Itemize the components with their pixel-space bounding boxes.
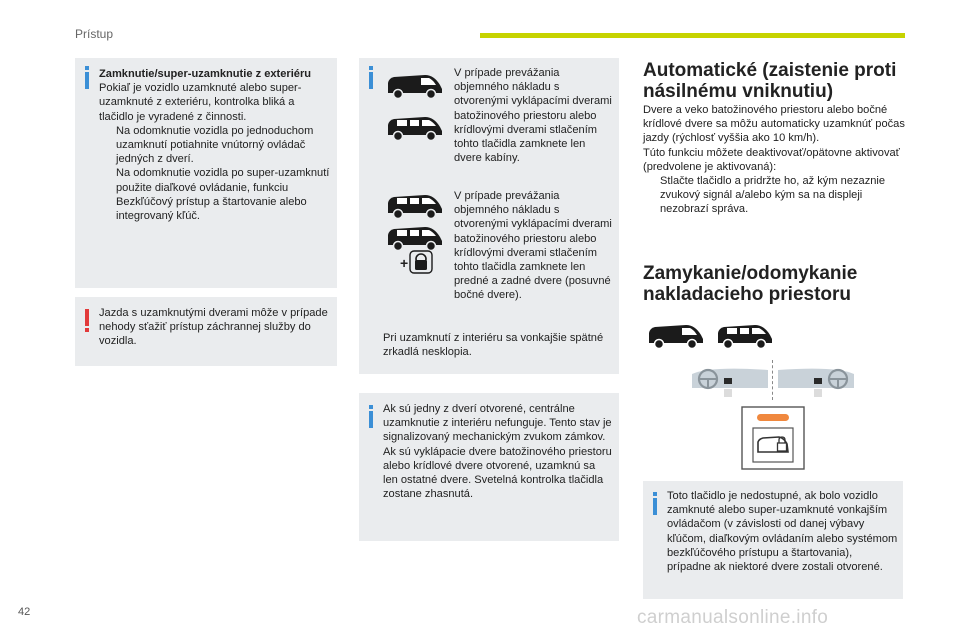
info-box-cargo — [359, 58, 619, 374]
section-accent-bar — [480, 33, 905, 38]
box-text: Pokiaľ je vozidlo uzamknuté alebo super-uzamknuté z exteriéru, kontrolka bliká a tlačidlo je vyradené z činnosti. — [99, 82, 302, 123]
paragraph: Dvere a veko batožinového priestoru alebo bočné krídlové dvere sa môžu automaticky uzamknúť počas jazdy (rýchlosť vyššia ako 10 km/h). — [643, 104, 905, 145]
list-item: Stlačte tlačidlo a pridržte ho, až kým nezaznie zvukový signál a/alebo kým sa na displeji nezobrazí správa. — [660, 175, 886, 216]
box-text: Toto tlačidlo je nedostupné, ak bolo vozidlo zamknuté alebo super-uzamknuté vonkajším ovládačom (v závislosti od danej výbavy kľúčom, diaľkovým ovládaním alebo systémom bezkľúčového prístupu a štartovania), prípadne ak niektoré dvere zostali otvorené. — [667, 490, 898, 574]
van-icon — [385, 114, 445, 142]
heading-cargo-lock: Zamykanie/odomykanie nakladacieho priestoru — [643, 263, 858, 305]
box-text: Ak sú jedny z dverí otvorené, centrálne uzamknutie z interiéru nefunguje. Tento stav je signalizovaný mechanickým zvukom zámkov. — [383, 403, 612, 444]
info-icon — [369, 66, 373, 89]
info-icon — [85, 66, 89, 89]
box-text: Pri uzamknutí z interiéru sa vonkajšie spätné zrkadlá nesklopia. — [383, 332, 604, 359]
section-header: Prístup — [75, 27, 114, 41]
van-icon — [385, 224, 445, 252]
dashboard-right-hand-drive-illustration — [776, 364, 856, 400]
info-box-open-doors — [359, 393, 619, 541]
warning-icon — [85, 309, 89, 334]
door-lock-icon — [409, 250, 433, 274]
watermark: carmanualsonline.info — [637, 607, 829, 628]
list-item: Na odomknutie vozidla po super-uzamknutí použite diaľkové ovládanie, funkciu Bezkľúčový prístup a štartovanie alebo integrovaný kľúč. — [116, 167, 330, 223]
dashboard-left-hand-drive-illustration — [690, 364, 770, 400]
van-icon — [712, 322, 778, 350]
warning-box-rescue — [75, 297, 337, 366]
box-title: Zamknutie/super-uzamknutie z exteriéru — [99, 68, 312, 80]
box-text: Jazda s uzamknutými dverami môže v prípade nehody sťažiť prístup záchrannej služby do vozidla. — [99, 307, 328, 348]
info-icon — [653, 492, 657, 515]
info-icon — [369, 405, 373, 428]
box-text: Ak sú vyklápacie dvere batožinového priestoru alebo krídlové dvere otvorené, uzamknú sa len ostatné dvere. Svetelná kontrolka tlačidla zostane zhasnutá. — [383, 445, 612, 501]
info-box-exterior-lock — [75, 58, 337, 288]
van-icon — [385, 72, 445, 100]
heading-automatic-lock: Automatické (zaistenie proti násilnému vniknutiu) — [643, 60, 897, 102]
divider-line — [772, 360, 773, 400]
plus-sign: + — [400, 255, 409, 271]
box-text: V prípade prevážania objemného nákladu s otvorenými vyklápacími dverami batožinového priestoru alebo krídlovými dverami stlačením tohto tlačidla zamknete len dvere kabíny. — [454, 67, 612, 165]
cargo-lock-button-illustration — [741, 406, 805, 470]
info-box-cargo-button-unavailable — [643, 481, 903, 599]
van-icon — [645, 322, 707, 350]
paragraph: Túto funkciu môžete deaktivovať/opätovne aktivovať (predvolene je aktivovaná): — [643, 146, 900, 173]
page-number: 42 — [18, 606, 31, 618]
list-item: Na odomknutie vozidla po jednoduchom uzamknutí potiahnite vnútorný ovládač jedných z dverí. — [116, 124, 314, 166]
box-text: V prípade prevážania objemného nákladu s otvorenými vyklápacími dverami batožinového priestoru alebo krídlovými dverami stlačením tohto tlačidla zamknete len predné a zadné dvere (posuvné bočné dvere). — [454, 190, 612, 302]
van-icon — [385, 192, 445, 220]
